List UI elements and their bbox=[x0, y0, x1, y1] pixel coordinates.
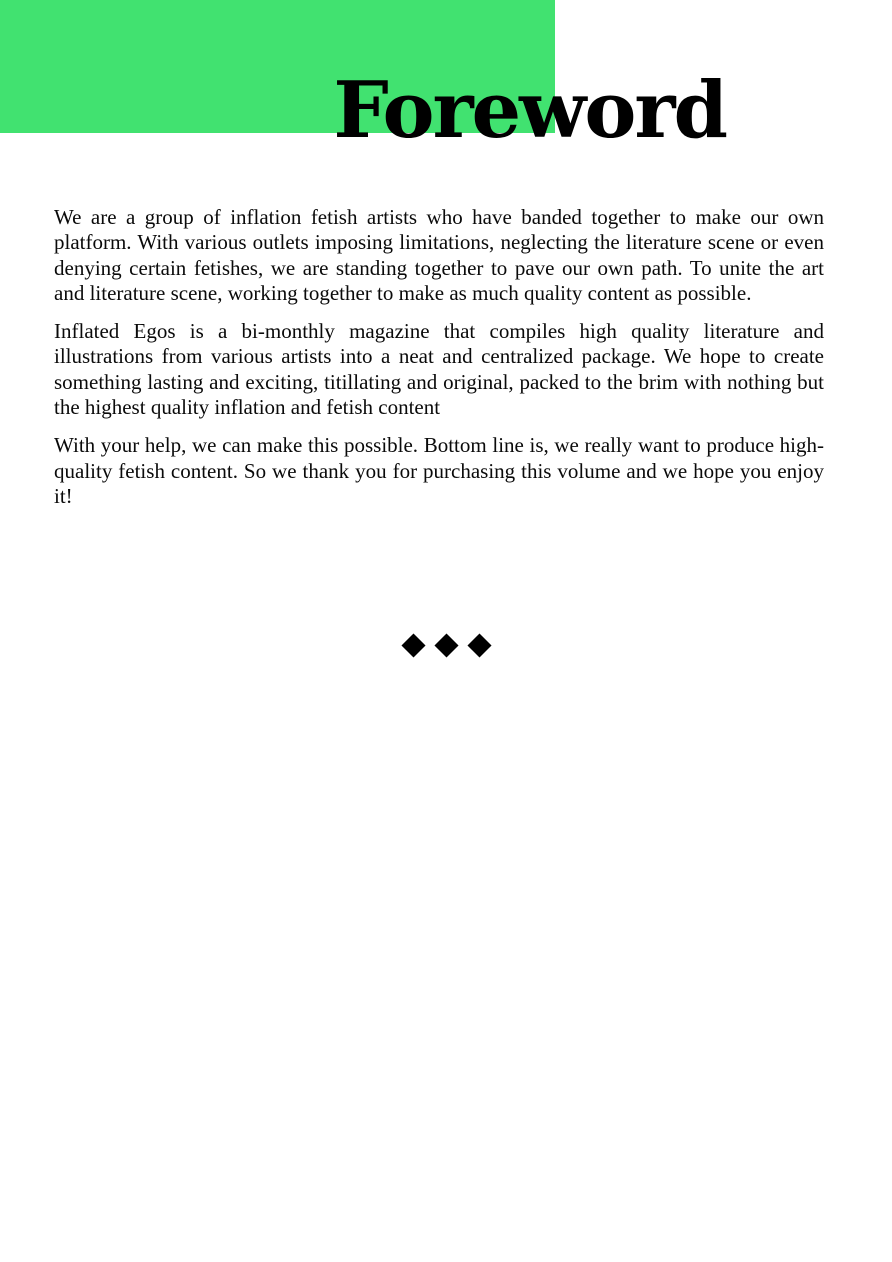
paragraph-3: With your help, we can make this possible. Bottom line is, we really want to produce high-quality fetish content. So we thank you for purchasing this volume and we hope you enjoy it! bbox=[54, 433, 824, 508]
diamond-icon bbox=[401, 633, 425, 657]
diamond-icon bbox=[434, 633, 458, 657]
diamond-icon bbox=[467, 633, 491, 657]
foreword-body bbox=[54, 205, 824, 522]
page-title: Foreword bbox=[333, 65, 726, 156]
paragraph-1: We are a group of inflation fetish artists who have banded together to make our own platform. With various outlets imposing limitations, neglecting the literature scene or even denying certain fetishes, we are standing together to pave our own path. To unite the art and literature scene, working together to make as much quality content as possible. bbox=[54, 205, 824, 305]
paragraph-2: Inflated Egos is a bi-monthly magazine that compiles high quality literature and illustrations from various artists into a neat and centralized package. We hope to create something lasting and exciting, titillating and original, packed to the brim with nothing but the highest quality inflation and fetish content bbox=[54, 319, 824, 420]
section-divider-ornament bbox=[0, 633, 892, 659]
